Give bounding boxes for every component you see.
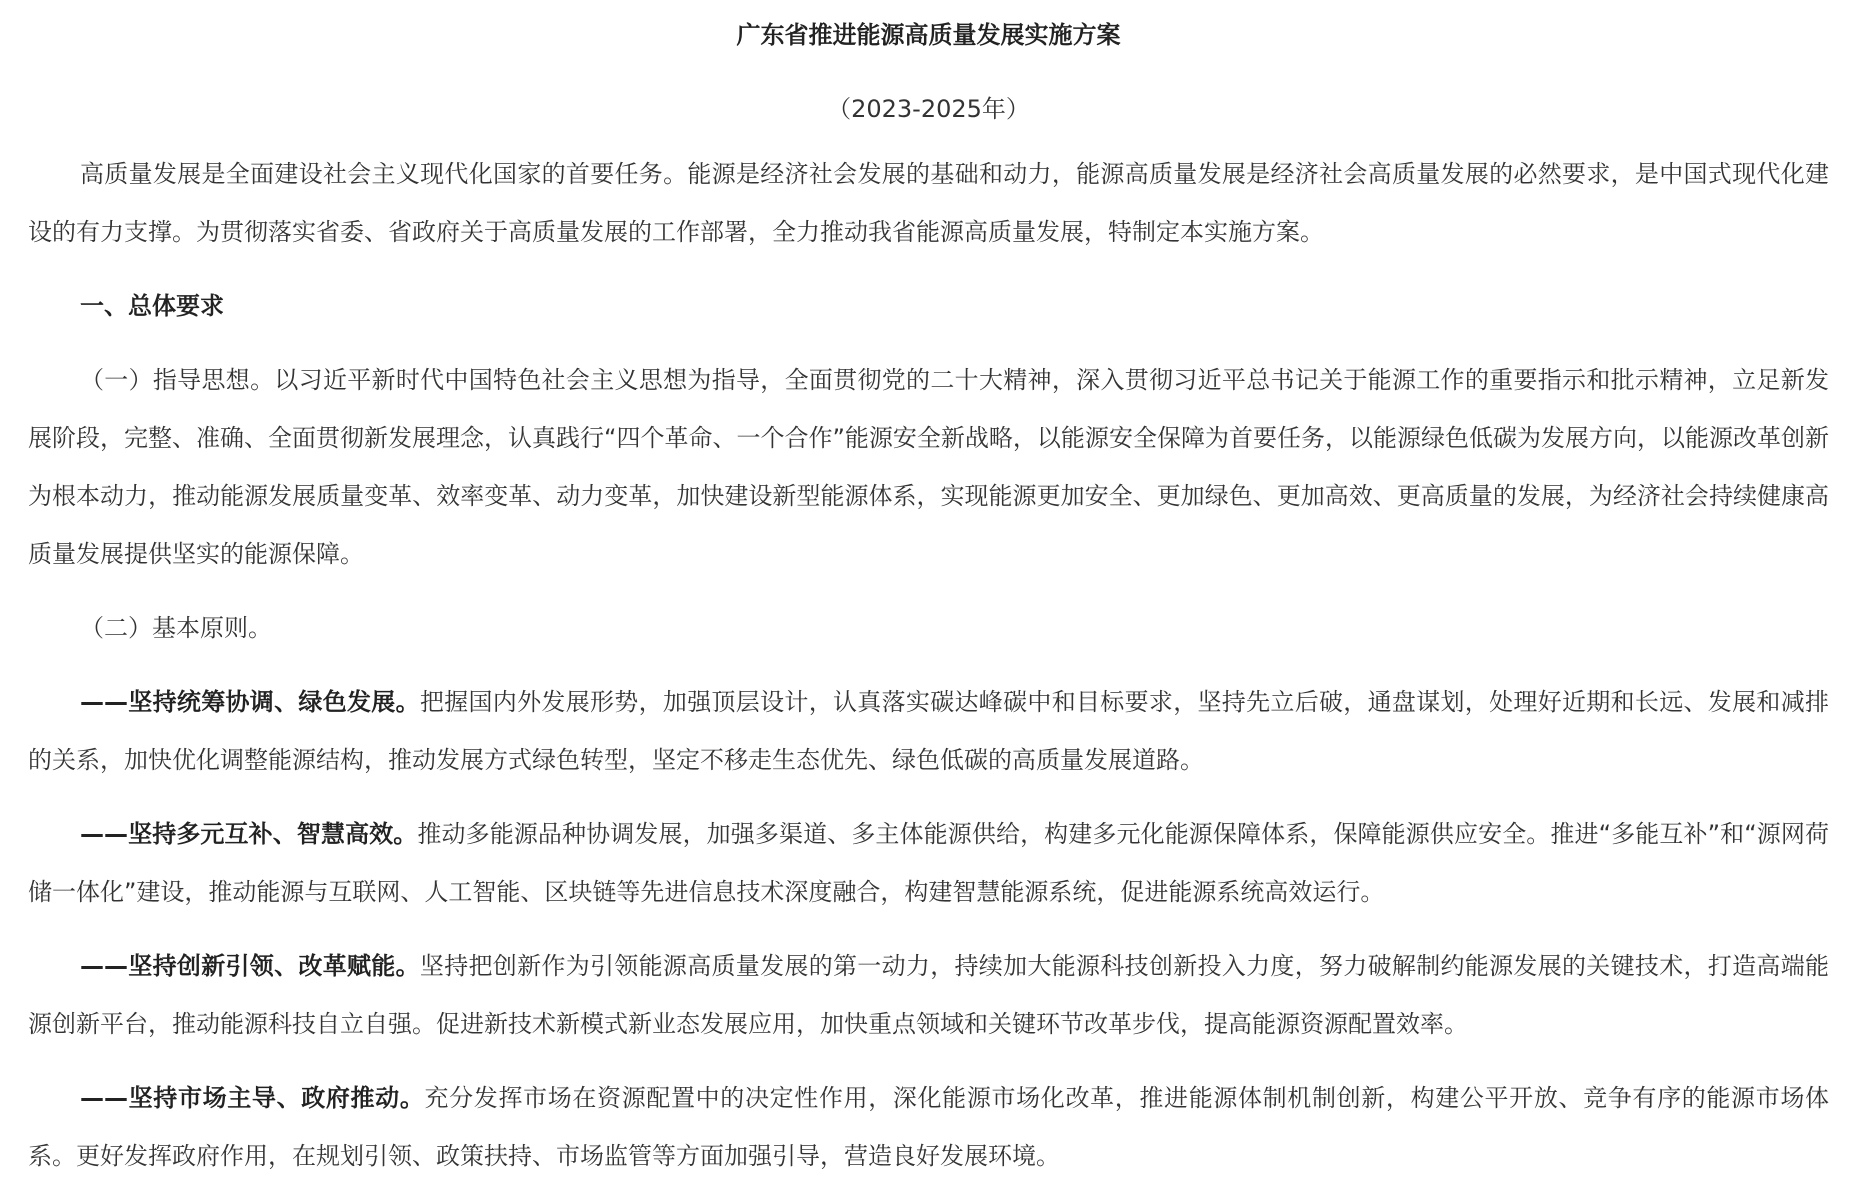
principle-paragraph xyxy=(28,1069,1829,1185)
guiding-thought-paragraph: （一）指导思想。以习近平新时代中国特色社会主义思想为指导，全面贯彻党的二十大精神，深入贯彻习近平总书记关于能源工作的重要指示和批示精神，立足新发展阶段，完整、准确、全面贯彻新发展理念，认真践行“四个革命、一个合作”能源安全新战略，以能源安全保障为首要任务，以能源绿色低碳为发展方向，以能源改革创新为根本动力，推动能源发展质量变革、效率变革、动力变革，加快建设新型能源体系，实现能源更加安全、更加绿色、更加高效、更高质量的发展，为经济社会持续健康高质量发展提供坚实的能源保障。 xyxy=(28,366,1829,568)
principle-text: 充分发挥市场在资源配置中的决定性作用，深化能源市场化改革，推进能源体制机制创新，构建公平开放、竞争有序的能源市场体系。更好发挥政府作用，在规划引领、政策扶持、市场监管等方面加强引导，营造良好发展环境。 xyxy=(28,1084,1830,1170)
principle-paragraph xyxy=(28,937,1829,1053)
principle-lead: ——坚持创新引领、改革赋能。 xyxy=(80,952,420,980)
section-heading-general-requirements: 一、总体要求 xyxy=(80,292,224,320)
principle-paragraph xyxy=(28,673,1829,789)
basic-principles-heading: （二）基本原则。 xyxy=(80,614,272,642)
principle-text: 坚持把创新作为引领能源高质量发展的第一动力，持续加大能源科技创新投入力度，努力破解制约能源发展的关键技术，打造高端能源创新平台，推动能源科技自立自强。促进新技术新模式新业态发展应用，加快重点领域和关键环节改革步伐，提高能源资源配置效率。 xyxy=(28,952,1830,1038)
principle-lead: ——坚持多元互补、智慧高效。 xyxy=(80,820,418,848)
principle-text: 把握国内外发展形势，加强顶层设计，认真落实碳达峰碳中和目标要求，坚持先立后破，通盘谋划，处理好近期和长远、发展和减排的关系，加快优化调整能源结构，推动发展方式绿色转型，坚定不移走生态优先、绿色低碳的高质量发展道路。 xyxy=(28,688,1830,774)
document-title: 广东省推进能源高质量发展实施方案 xyxy=(736,21,1121,49)
principle-lead: ——坚持统筹协调、绿色发展。 xyxy=(80,688,420,716)
intro-paragraph: 高质量发展是全面建设社会主义现代化国家的首要任务。能源是经济社会发展的基础和动力，能源高质量发展是经济社会高质量发展的必然要求，是中国式现代化建设的有力支撑。为贯彻落实省委、省政府关于高质量发展的工作部署，全力推动我省能源高质量发展，特制定本实施方案。 xyxy=(28,160,1829,246)
principle-paragraph xyxy=(28,805,1829,921)
principle-text: 推动多能源品种协调发展，加强多渠道、多主体能源供给，构建多元化能源保障体系，保障能源供应安全。推进“多能互补”和“源网荷储一体化”建设，推动能源与互联网、人工智能、区块链等先进信息技术深度融合，构建智慧能源系统，促进能源系统高效运行。 xyxy=(28,820,1829,906)
document-subtitle: （2023-2025年） xyxy=(827,95,1030,123)
principle-lead: ——坚持市场主导、政府推动。 xyxy=(80,1084,425,1112)
